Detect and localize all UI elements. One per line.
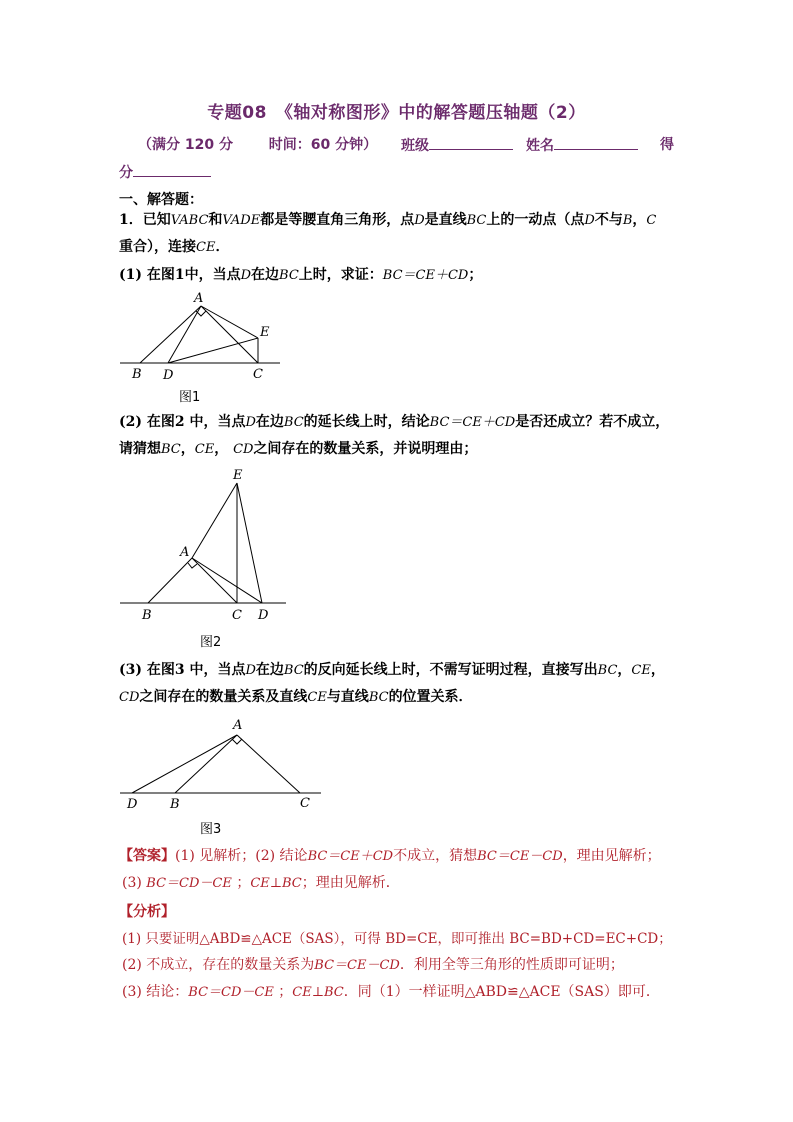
segment-ac — [201, 306, 258, 363]
class-blank — [429, 135, 513, 150]
answer-line-2 — [122, 873, 400, 894]
figure-3-caption: 图3 — [200, 822, 222, 837]
score-label-2: 分 — [119, 165, 133, 181]
question-1 — [119, 265, 482, 286]
math-ce: CE — [194, 442, 215, 457]
math-perpendicular: CE⊥BC — [250, 876, 302, 891]
problem-text: 是直线 — [424, 212, 467, 228]
math-bc: BC — [283, 415, 304, 430]
full-score-text: （满分 120 分 — [138, 137, 233, 153]
label-b: B — [170, 797, 180, 812]
figure-1 — [118, 290, 288, 390]
problem-text: 1．已知 — [119, 212, 171, 228]
math-equation: BC＝CE－CD — [477, 849, 563, 864]
answer-tag: 【答案】 — [119, 848, 175, 864]
exam-info-line — [138, 135, 377, 155]
math-ce: CE — [631, 663, 651, 678]
math-bc: BC — [597, 663, 618, 678]
figure-2 — [118, 465, 293, 625]
math-bc: BC — [279, 268, 299, 283]
time-text: 时间：60 分钟） — [268, 137, 378, 153]
q2-text: ， — [214, 441, 229, 457]
question-2-line-1 — [119, 412, 669, 433]
math-triangle-ade: VADE — [222, 213, 261, 228]
math-ce: CE — [196, 240, 216, 255]
answer-text: (3) — [122, 875, 142, 891]
math-d: D — [245, 415, 256, 430]
label-e: E — [260, 325, 270, 340]
name-blank — [554, 135, 638, 150]
name-label: 姓名 — [526, 138, 554, 154]
problem-text: 重合），连接 — [119, 239, 196, 255]
question-3-line-1 — [119, 660, 665, 681]
math-d: D — [414, 213, 425, 228]
math-bc: BC — [283, 663, 304, 678]
math-d: D — [245, 663, 256, 678]
class-label: 班级 — [401, 138, 429, 154]
problem-line-2 — [119, 237, 229, 258]
math-equation: BC＝CE－CD — [314, 958, 400, 973]
right-angle-mark — [188, 563, 197, 568]
label-d: D — [127, 797, 138, 812]
math-d: D — [584, 213, 595, 228]
label-c: C — [232, 608, 242, 623]
analysis-text: (2) 不成立，存在的数量关系为 — [122, 957, 315, 973]
q3-text: (3) 在图3 中，当点 — [119, 662, 246, 678]
section-heading: 一、解答题： — [119, 192, 203, 208]
math-equation: BC＝CE＋CD — [429, 415, 516, 430]
q2-text: 是否还成立？若不成立， — [515, 414, 670, 430]
segment-ad — [168, 306, 201, 363]
problem-text: ． — [215, 239, 230, 255]
problem-text: 上的一动点（点 — [486, 212, 585, 228]
math-perpendicular: CE⊥BC — [292, 985, 344, 1000]
label-a: A — [233, 718, 243, 733]
q3-text: 在边 — [255, 662, 284, 678]
q2-text: 在边 — [255, 414, 284, 430]
math-c: C — [646, 213, 657, 228]
q1-text: (1) 在图1中，当点 — [119, 267, 241, 283]
score-blank — [133, 162, 211, 177]
score-field — [119, 162, 211, 183]
figure-1-caption: 图1 — [179, 390, 201, 405]
label-e: E — [233, 468, 243, 483]
math-ce: CE — [307, 690, 327, 705]
math-triangle-abc: VABC — [170, 213, 209, 228]
q3-text: 之间存在的数量关系及直线 — [139, 689, 308, 705]
analysis-tag: 【分析】 — [119, 904, 175, 920]
math-d: D — [240, 268, 252, 283]
answer-line-1 — [119, 846, 661, 867]
problem-text: 都是等腰直角三角形，点 — [260, 212, 415, 228]
segment-ae — [201, 306, 258, 338]
answer-text: (1) 见解析；(2) 结论 — [175, 848, 308, 864]
figure-3 — [118, 714, 323, 814]
answer-text: ； — [236, 875, 251, 891]
analysis-text: ．同（1）一样证明△ABD≌△ACE（SAS）即可． — [343, 984, 660, 1000]
q3-text: ， — [650, 662, 665, 678]
q3-text: 的位置关系． — [388, 689, 473, 705]
page-title: 专题08 《轴对称图形》中的解答题压轴题（2） — [207, 103, 586, 123]
math-bc: BC — [161, 442, 181, 457]
problem-text: 不与 — [594, 212, 623, 228]
q1-text: ； — [468, 267, 483, 283]
segment-ab — [140, 306, 201, 363]
q3-text: 与直线 — [326, 689, 369, 705]
math-equation: BC＝CE＋CD — [307, 849, 394, 864]
segment-ab — [148, 558, 192, 603]
q2-text: (2) 在图2 中，当点 — [119, 414, 246, 430]
q1-text: 在边 — [251, 267, 280, 283]
math-equation: BC＝CD－CE — [146, 876, 232, 891]
analysis-line-3 — [122, 982, 660, 1003]
analysis-text: ．利用全等三角形的性质即可证明； — [399, 957, 624, 973]
math-bc: BC — [368, 690, 389, 705]
math-equation: BC＝CE＋CD — [382, 268, 469, 283]
label-d: D — [258, 608, 269, 623]
q3-text: 的反向延长线上时，不需写证明过程，直接写出 — [303, 662, 598, 678]
analysis-line-2 — [122, 955, 624, 976]
problem-text: ， — [632, 212, 647, 228]
answer-text: 不成立，猜想 — [393, 848, 478, 864]
q2-text: 请猜想 — [119, 441, 161, 457]
label-b: B — [132, 367, 142, 382]
question-3-line-2 — [119, 687, 473, 708]
math-bc: BC — [466, 213, 487, 228]
question-2-line-2 — [119, 439, 477, 460]
label-a: A — [180, 545, 190, 560]
segment-ac — [192, 558, 237, 603]
answer-text: ；理由见解析． — [301, 875, 400, 891]
segment-de — [237, 483, 262, 603]
problem-text: 和 — [208, 212, 223, 228]
figure-2-caption: 图2 — [200, 635, 222, 650]
math-b: B — [622, 213, 633, 228]
math-cd: CD — [233, 442, 254, 457]
score-label-1: 得 — [660, 137, 674, 153]
q1-text: 上时，求证： — [298, 267, 383, 283]
analysis-text: ； — [278, 984, 293, 1000]
problem-line-1 — [119, 210, 656, 231]
segment-ad — [192, 558, 262, 603]
q2-text: 的延长线上时，结论 — [303, 414, 430, 430]
right-angle-mark — [232, 739, 242, 744]
label-a: A — [194, 291, 204, 306]
segment-ac — [237, 735, 300, 793]
segment-de — [168, 338, 258, 363]
q2-text: 之间存在的数量关系，并说明理由； — [253, 441, 478, 457]
label-b: B — [142, 608, 152, 623]
analysis-line-1: (1) 只要证明△ABD≌△ACE（SAS），可得 BD=CE，即可推出 BC=BD+CD=EC+CD； — [122, 931, 672, 947]
answer-text: ，理由见解析； — [562, 848, 661, 864]
label-c: C — [253, 367, 263, 382]
name-field — [526, 135, 638, 156]
math-equation: BC＝CD－CE — [188, 985, 274, 1000]
analysis-text: (3) 结论： — [122, 984, 189, 1000]
math-cd: CD — [119, 690, 140, 705]
label-d: D — [163, 368, 174, 383]
q3-text: ， — [617, 662, 632, 678]
q2-text: ， — [180, 441, 195, 457]
segment-ae — [192, 483, 237, 558]
label-c: C — [300, 796, 310, 811]
class-field — [401, 135, 513, 156]
